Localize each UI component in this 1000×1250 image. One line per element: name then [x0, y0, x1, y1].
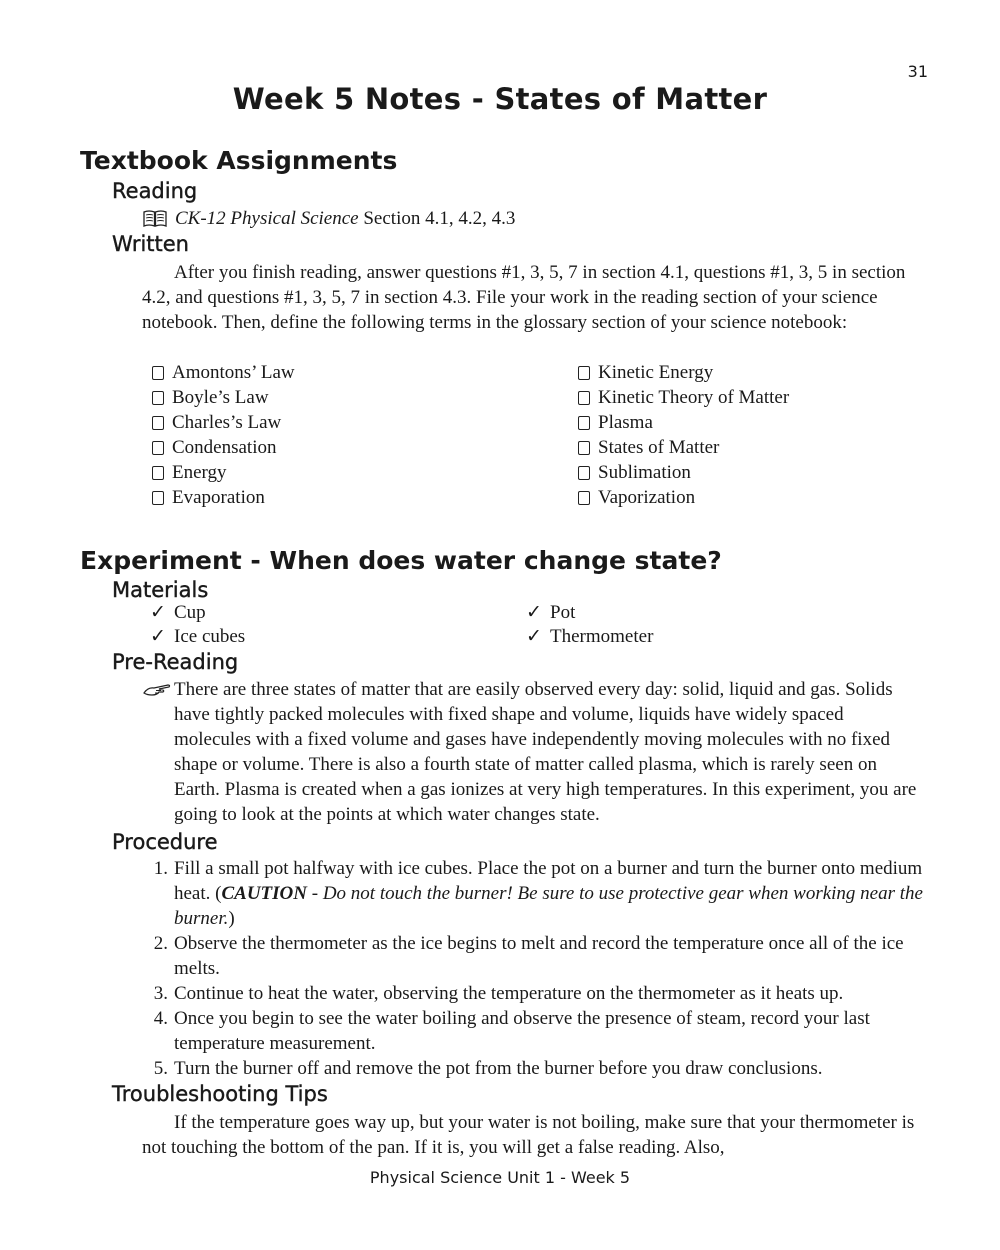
- caution-label: CAUTION: [221, 883, 307, 904]
- step-number: 5.: [153, 1058, 168, 1079]
- step-text: Continue to heat the water, observing the temperature on the thermometer as it heats up.: [174, 983, 844, 1004]
- term-label: States of Matter: [598, 437, 720, 458]
- checkbox-icon[interactable]: [152, 491, 164, 505]
- material-item: [150, 624, 245, 649]
- term-label: Condensation: [172, 437, 277, 458]
- material-item: [526, 624, 653, 649]
- term-label: Sublimation: [598, 462, 691, 483]
- checkbox-icon[interactable]: [578, 391, 590, 405]
- term-item: [578, 460, 691, 485]
- checkbox-icon[interactable]: [152, 466, 164, 480]
- reading-assignment: [142, 206, 515, 231]
- checkbox-icon[interactable]: [578, 466, 590, 480]
- subheading-troubleshooting: Troubleshooting Tips: [112, 1082, 328, 1106]
- material-item: [150, 600, 206, 625]
- book-title: CK-12 Physical Science: [175, 208, 359, 229]
- subheading-reading: Reading: [112, 179, 198, 203]
- checkbox-icon[interactable]: [578, 441, 590, 455]
- book-icon: [142, 209, 168, 229]
- checkbox-icon[interactable]: [578, 416, 590, 430]
- step-text: Observe the thermometer as the ice begins to melt and record the temperature once all of the ice melts.: [174, 933, 904, 979]
- checkbox-icon[interactable]: [152, 366, 164, 380]
- subheading-procedure: Procedure: [112, 830, 218, 854]
- term-label: Vaporization: [598, 487, 696, 508]
- subheading-written: Written: [112, 232, 189, 256]
- term-item: [152, 385, 269, 410]
- step-number: 1.: [153, 858, 168, 879]
- checkmark-icon: ✓: [526, 602, 542, 623]
- material-label: Ice cubes: [174, 626, 246, 647]
- step-text: Turn the burner off and remove the pot from the burner before you draw conclusions.: [174, 1058, 823, 1079]
- term-label: Boyle’s Law: [172, 387, 269, 408]
- term-label: Plasma: [598, 412, 653, 433]
- term-item: [578, 410, 653, 435]
- prereading-text: There are three states of matter that are easily observed every day: solid, liquid and gas. Solids have tightly packed molecules with fixed shape and volume, liquids have widely spaced molecules with a fixed volume and gases have independently moving molecules with no fixed shape or volume. There is also a fourth state of matter called plasma, which is rarely seen on Earth. Plasma is created when a gas ionizes at very high temperatures. In this experiment, you are going to look at the points at which water changes state.: [174, 679, 917, 825]
- material-label: Cup: [174, 602, 206, 623]
- checkbox-icon[interactable]: [152, 391, 164, 405]
- checkmark-icon: ✓: [150, 602, 166, 623]
- term-item: [152, 360, 295, 385]
- term-item: [152, 460, 227, 485]
- material-label: Thermometer: [550, 626, 654, 647]
- step-number: 3.: [153, 983, 168, 1004]
- term-label: Evaporation: [172, 487, 265, 508]
- checkmark-icon: ✓: [150, 626, 166, 647]
- term-label: Kinetic Energy: [598, 362, 714, 383]
- term-item: [578, 360, 713, 385]
- page-footer: Physical Science Unit 1 - Week 5: [369, 1168, 631, 1187]
- step-number: 4.: [153, 1008, 168, 1029]
- reading-sections: Section 4.1, 4.2, 4.3: [358, 208, 516, 229]
- term-item: [152, 485, 265, 510]
- term-label: Amontons’ Law: [172, 362, 295, 383]
- checkbox-icon[interactable]: [152, 441, 164, 455]
- term-label: Kinetic Theory of Matter: [598, 387, 790, 408]
- checkbox-icon[interactable]: [578, 366, 590, 380]
- material-label: Pot: [550, 602, 576, 623]
- checkmark-icon: ✓: [526, 626, 542, 647]
- written-paragraph: After you finish reading, answer questions #1, 3, 5, 7 in section 4.1, questions #1, 3, 5 in section 4.2, and questions #1, 3, 5, 7 in section 4.3. File your work in the reading section of your science notebook. Then, define the following terms in the glossary section of your science notebook:: [142, 262, 906, 333]
- material-item: [526, 600, 575, 625]
- checkbox-icon[interactable]: [152, 416, 164, 430]
- step-text: Fill a small pot halfway with ice cubes. Place the pot on a burner and turn the burner onto medium heat. (CAUTION - Do not touch the burner! Be sure to use protective gear when working near the burner.): [174, 858, 923, 929]
- checkbox-icon[interactable]: [578, 491, 590, 505]
- step-text: Once you begin to see the water boiling and observe the presence of steam, record your last temperature measurement.: [174, 1008, 870, 1054]
- term-item: [578, 385, 789, 410]
- pointing-hand-icon: [142, 681, 172, 702]
- term-item: [578, 485, 695, 510]
- term-item: [152, 435, 277, 460]
- section-heading-textbook: Textbook Assignments: [80, 146, 398, 175]
- page-title: Week 5 Notes - States of Matter: [232, 82, 768, 116]
- term-item: [152, 410, 281, 435]
- section-heading-experiment: Experiment - When does water change state?: [80, 546, 722, 575]
- term-label: Energy: [172, 462, 227, 483]
- term-label: Charles’s Law: [172, 412, 282, 433]
- subheading-materials: Materials: [112, 578, 209, 602]
- page-number: 31: [907, 62, 928, 81]
- subheading-prereading: Pre-Reading: [112, 650, 239, 674]
- troubleshooting-text: If the temperature goes way up, but your water is not boiling, make sure that your thermometer is not touching the bottom of the pan. If it is, you will get a false reading. Also,: [142, 1112, 915, 1158]
- term-item: [578, 435, 719, 460]
- step-number: 2.: [153, 933, 168, 954]
